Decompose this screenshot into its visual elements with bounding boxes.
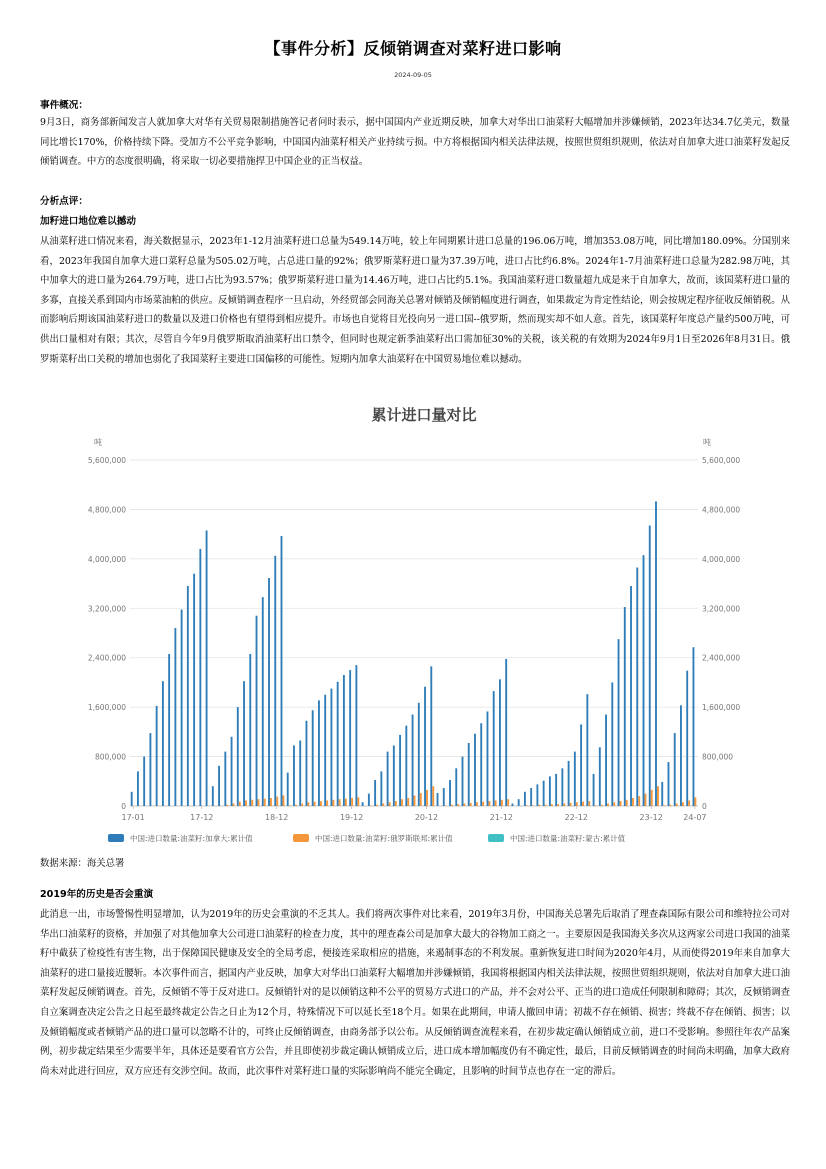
bar (430, 666, 432, 806)
y-tick-label-right: 4,800,000 (702, 505, 741, 515)
bar (493, 691, 495, 806)
bar (651, 790, 653, 806)
bar (312, 710, 314, 806)
bar (143, 757, 145, 806)
bar (345, 799, 347, 806)
bar (437, 793, 439, 806)
legend-entry: 中国:进口数量:油菜籽:蒙古:累计值 (510, 834, 626, 843)
bar (643, 555, 645, 806)
y-tick-label-right: 5,600,000 (702, 456, 741, 465)
bar (545, 805, 547, 806)
bar (694, 797, 696, 806)
y-tick-label-left: 2,400,000 (87, 653, 126, 663)
bar (526, 805, 528, 806)
bar (663, 805, 665, 806)
bar (599, 747, 601, 806)
bar (355, 665, 357, 806)
bar (262, 597, 264, 806)
y-tick-label-right: 2,400,000 (702, 653, 741, 663)
x-tick-label: 22-12 (564, 813, 588, 822)
bar (382, 804, 384, 806)
history-paragraph: 此消息一出，市场警惕性明显增加，认为2019年的历史会重演的不乏其人。我们将两次事件对比来看，2019年3月份，中国海关总署先后取消了理查森国际有限公司和维特拉公司对华出口油菜籽的资格，并加强了对其他加拿大公司进口油菜籽的检查力度，其中的理查森公司是加拿大最大的谷物加工商之一。主要原因是我国海关多次从这两家公司进口我国的油菜籽中截获了检疫性有害生物，出于保障国民健康及安全的全局考虑，便接连采取相应的措施，来遏制事态的不利发展。重新恢复进口时间为2020年4月，从而使得2019年来自加拿大油菜籽的进口量接近腰斩。本次事件而言，据国内产业反映，加拿大对华出口油菜籽大幅增加并涉嫌倾销，我国将根据国内相关法律法规，按照世贸组织规则，依法对自加拿大进口油菜籽发起反倾销调查。首先，反倾销不等于反对进口。反倾销针对的是以倾销这种不公平的贸易方式进口的产品，并不会对公平、正当的进口造成任何限制和障碍；其次，反倾销调查自立案调查决定公告之日起至最终裁定公告之日止为12个月，特殊情况下可以延长至18个月。如果在此期间，申请人撤回申请；初裁不存在倾销、损害；终裁不存在倾销、损害；以及倾销幅度或者倾销产品的进口量可以忽略不计的，可终止反倾销调查，由商务部予以公布。从反倾销调查流程来看，在初步裁定确认倾销成立前，进口不受影响。参照往年农产品案例，初步裁定结果至少需要半年，具体还是要看官方公告，并且即使初步裁定确认倾销成立后，进口成本增加幅度仍有不确定性，最后，目前反倾销调查的时间尚未明确，加拿大政府尚未对此进行回应，双方应还有交涉空间。故而，此次事件对菜籽进口量的实际影响尚不能完全确定，且影响的时间节点也存在一定的滞后。 (40, 909, 791, 1077)
bar (470, 803, 472, 806)
bar (168, 654, 170, 806)
bar (536, 784, 538, 806)
y-tick-label-left: 800,000 (94, 752, 126, 762)
bar (318, 700, 320, 806)
bar (595, 805, 597, 806)
bar (326, 800, 328, 806)
bar (601, 805, 603, 806)
bar (395, 801, 397, 806)
y-tick-label-left: 4,000,000 (87, 554, 126, 564)
bar (480, 723, 482, 806)
legend-swatch (293, 834, 309, 842)
bar (324, 695, 326, 806)
bar (561, 768, 563, 806)
bar (574, 752, 576, 806)
bar (287, 773, 289, 806)
bar (449, 780, 451, 806)
bar (412, 715, 414, 806)
bar (532, 805, 534, 806)
bar (245, 800, 247, 806)
bar (613, 802, 615, 806)
bar (645, 794, 647, 806)
analysis-paragraph: 从油菜籽进口情况来看，海关数据显示，2023年1-12月油菜籽进口总量为549.14万吨，较上年同期累计进口总量的196.06万吨，增加353.08万吨，同比增加180.09%。分国别来看，2023年我国自加拿大进口菜籽总量为505.02万吨，占总进口量的92%；俄罗斯菜籽进口量为37.39万吨，进口占比约6.8%。2024年1-7月油菜籽进口总量为282.98万吨，其中加拿大的进口量为264.79万吨，进口占比为93.57%；俄罗斯菜籽进口量为14.46万吨，进口占比约5.1%。我国油菜籽进口数量超九成是来于自加拿大，故而，该国菜籽进口量的多寡，直接关系到国内市场菜油粕的供应。反倾销调查程序一旦启动，外经贸部会同海关总署对倾销及倾销幅度进行调查，如果裁定为肯定性结论，则会按规定程序征收反倾销税。从而影响后期该国油菜籽进口的数量以及进口价格也有望得到相应提升。市场也自觉将目光投向另一进口国--俄罗斯，然而现实却不如人意。首先，该国菜籽年度总产量约500万吨，可供出口量相对有限；其次，尽管自今年9月俄罗斯取消油菜籽出口禁令，但同时也规定新季油菜籽出口需加征30%的关税，该关税的有效期为2024年9月1日至2026年8月31日。俄罗斯菜籽出口关税的增加也弱化了我国菜籽主要进口国偏移的可能性。短期内加拿大油菜籽在中国贸易地位难以撼动。 (40, 236, 791, 365)
bar (576, 802, 578, 806)
y-tick-label-right: 1,600,000 (702, 703, 741, 713)
bar (407, 798, 409, 806)
bar (156, 706, 158, 806)
bar (476, 802, 478, 806)
bar (443, 788, 445, 806)
y-tick-label-right: 800,000 (702, 752, 734, 762)
bar (231, 737, 233, 806)
bar (657, 786, 659, 806)
bar (682, 802, 684, 806)
bar (251, 800, 253, 806)
bar (174, 628, 176, 806)
bar (693, 647, 695, 806)
x-tick-label: 21-12 (489, 813, 514, 822)
bar (505, 659, 507, 806)
bar (295, 805, 297, 806)
bar (289, 805, 291, 806)
bar (389, 802, 391, 806)
bar (239, 802, 241, 806)
x-tick-label: 20-12 (414, 813, 439, 822)
bar (357, 797, 359, 806)
bar (306, 721, 308, 806)
bar (270, 798, 272, 806)
bar (226, 805, 228, 806)
legend-entry: 中国:进口数量:油菜籽:加拿大:累计值 (130, 834, 253, 843)
analysis-subheading: 加籽进口地位难以撼动 (40, 216, 136, 227)
x-tick-label: 24-07 (683, 813, 707, 822)
bar (368, 794, 370, 806)
bar (512, 804, 514, 806)
bar (376, 805, 378, 806)
overview-heading: 事件概况： (40, 100, 88, 111)
bar (686, 671, 688, 806)
y-tick-label-right: 3,200,000 (702, 604, 741, 614)
bar (249, 654, 251, 806)
bar (680, 705, 682, 806)
bar (274, 556, 276, 806)
analysis-heading: 分析点评： (40, 196, 88, 207)
bar (218, 766, 220, 806)
cumulative-import-chart (68, 398, 741, 854)
bar (462, 757, 464, 806)
bar (455, 768, 457, 806)
bar (580, 724, 582, 806)
bar (464, 804, 466, 806)
bar (549, 776, 551, 806)
bar (233, 804, 235, 806)
bar (256, 616, 258, 806)
bar (393, 745, 395, 806)
bar (243, 681, 245, 806)
bar (131, 792, 133, 806)
y-tick-label-left: 5,600,000 (87, 456, 126, 465)
bar (524, 792, 526, 806)
bar (489, 801, 491, 806)
bar (426, 790, 428, 806)
bar (593, 774, 595, 806)
bar (264, 799, 266, 806)
history-heading: 2019年的历史是否会重演 (40, 889, 154, 900)
bar (507, 799, 509, 806)
bar (330, 689, 332, 806)
bar (301, 804, 303, 806)
bar (474, 734, 476, 806)
bar (674, 733, 676, 806)
bar (538, 805, 540, 806)
bar (501, 800, 503, 806)
bar (314, 802, 316, 806)
x-tick-label: 23-12 (639, 813, 663, 822)
bar (320, 801, 322, 806)
bar (212, 786, 214, 806)
bar (605, 715, 607, 806)
bar (451, 805, 453, 806)
bar (468, 743, 470, 806)
bar (563, 804, 565, 806)
bar (568, 761, 570, 806)
bar (258, 799, 260, 806)
bar (307, 802, 309, 806)
bar (518, 799, 520, 806)
bar (349, 670, 351, 806)
y-tick-label-right: 4,000,000 (702, 554, 741, 564)
x-tick-label: 17-01 (121, 813, 145, 822)
bar (199, 549, 201, 806)
bar (676, 804, 678, 806)
bar (638, 796, 640, 806)
y-axis-unit-left: 吨 (94, 438, 102, 447)
bar (281, 536, 283, 806)
bar (332, 800, 334, 806)
legend-swatch (108, 834, 124, 842)
bar (268, 578, 270, 806)
bar (432, 786, 434, 806)
x-tick-label: 17-12 (190, 813, 214, 822)
bar (482, 802, 484, 806)
bar (224, 752, 226, 806)
bar (530, 788, 532, 806)
bar (626, 800, 628, 806)
bar (487, 711, 489, 806)
bar (206, 530, 208, 806)
bar (237, 707, 239, 806)
bar (424, 687, 426, 806)
bar (276, 797, 278, 806)
y-tick-label-left: 3,200,000 (87, 604, 126, 614)
bar (420, 793, 422, 806)
y-axis-unit-right: 吨 (703, 438, 711, 447)
bar (557, 804, 559, 806)
bar (624, 607, 626, 806)
bar (495, 800, 497, 806)
chart-title: 累计进口量对比 (371, 406, 477, 424)
bar (418, 703, 420, 806)
bar (445, 805, 447, 806)
bar (380, 771, 382, 806)
y-tick-label-left: 0 (121, 802, 126, 811)
bar (555, 774, 557, 806)
bar (588, 801, 590, 806)
bar (620, 801, 622, 806)
bar (649, 525, 651, 806)
bar (611, 682, 613, 806)
bar (670, 805, 672, 806)
y-tick-label-left: 4,800,000 (87, 505, 126, 515)
bar (457, 804, 459, 806)
publish-date: 2024-09-05 (394, 71, 432, 79)
page-title: 【事件分析】反倾销调查对菜籽进口影响 (264, 39, 562, 58)
bar (149, 733, 151, 806)
bar (668, 762, 670, 806)
bar (162, 681, 164, 806)
bar (570, 803, 572, 806)
bar (339, 799, 341, 806)
bar (582, 802, 584, 806)
bar (688, 800, 690, 806)
bar (293, 745, 295, 806)
bar (630, 586, 632, 806)
bar (632, 798, 634, 806)
bar (374, 780, 376, 806)
bar (405, 726, 407, 806)
bar (351, 798, 353, 806)
bar (343, 675, 345, 806)
legend-swatch (488, 834, 504, 842)
bar (586, 694, 588, 806)
y-tick-label-right: 0 (702, 802, 707, 811)
bar (636, 568, 638, 806)
bar (399, 735, 401, 806)
y-tick-label-left: 1,600,000 (87, 703, 126, 713)
bar (283, 796, 285, 807)
bar (414, 796, 416, 807)
bar (543, 781, 545, 806)
bar (187, 586, 189, 806)
bar (362, 802, 364, 806)
bar (499, 679, 501, 806)
bar (193, 574, 195, 806)
bar (181, 610, 183, 806)
bar (551, 804, 553, 806)
bar (137, 771, 139, 806)
bar (401, 799, 403, 806)
bar (299, 741, 301, 806)
bar (370, 805, 372, 806)
legend-entry: 中国:进口数量:油菜籽:俄罗斯联邦:累计值 (315, 834, 453, 843)
data-source: 数据来源：海关总署 (40, 858, 125, 869)
bar (655, 501, 657, 806)
bar (387, 752, 389, 806)
bar (607, 804, 609, 806)
bar (661, 782, 663, 806)
bar (618, 639, 620, 806)
x-tick-label: 18-12 (265, 813, 289, 822)
x-tick-label: 19-12 (339, 813, 364, 822)
overview-paragraph: 9月3日，商务部新闻发言人就加拿大对华有关贸易限制措施答记者问时表示，据中国国内产业近期反映，加拿大对华出口油菜籽大幅增加并涉嫌倾销，2023年达34.7亿美元，数量同比增长170%，价格持续下降。受加方不公平竞争影响，中国国内油菜籽相关产业持续亏损。中方将根据国内相关法律法规，按照世贸组织规则，依法对自加拿大进口油菜籽发起反倾销调查。中方的态度很明确，将采取一切必要措施捍卫中国企业的正当权益。 (40, 117, 790, 168)
bar (337, 682, 339, 806)
